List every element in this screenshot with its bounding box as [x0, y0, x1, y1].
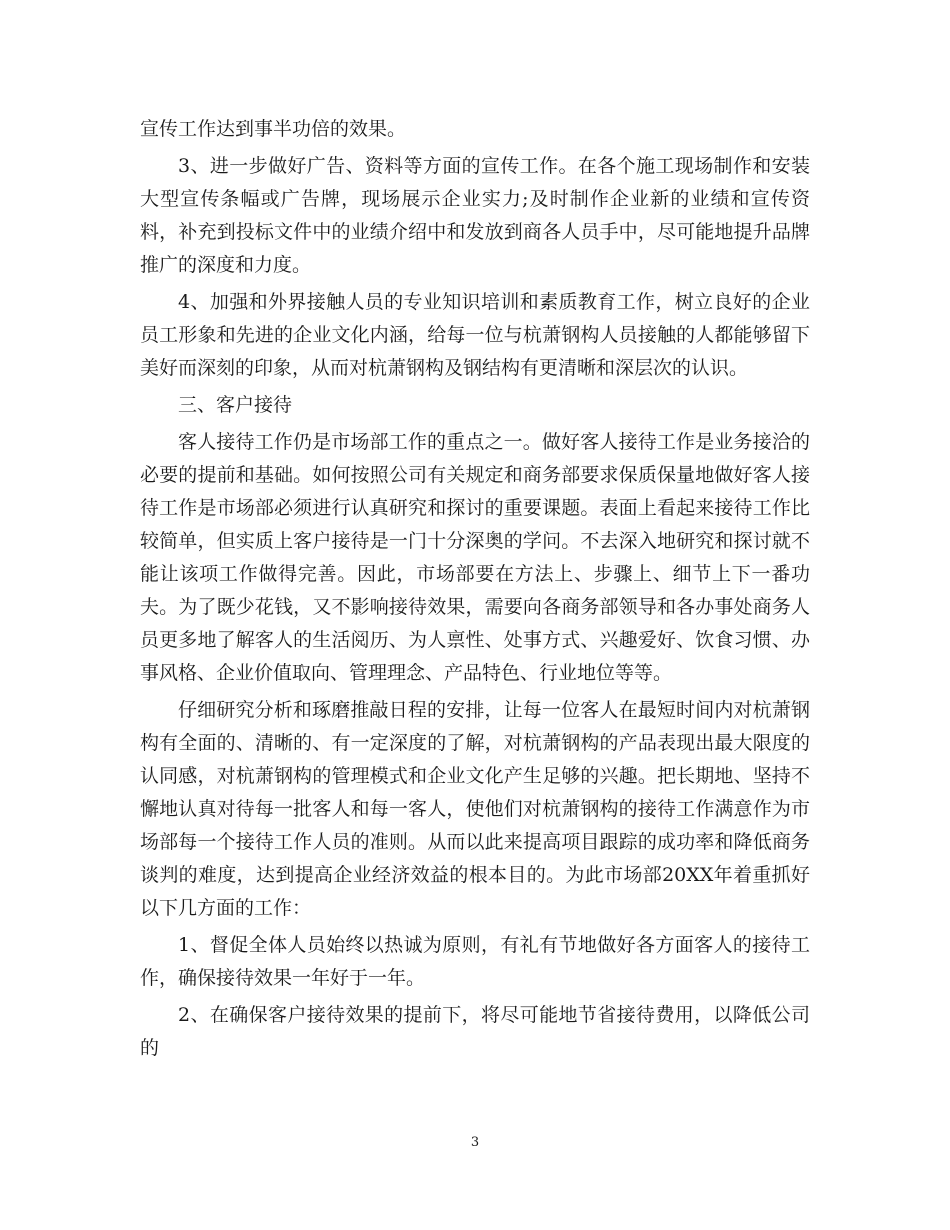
paragraph-item-2: 2、在确保客户接待效果的提前下，将尽可能地节省接待费用，以降低公司的 — [140, 1004, 810, 1059]
paragraph-reception-intro: 客人接待工作仍是市场部工作的重点之一。做好客人接待工作是业务接洽的必要的提前和基础。如何按照公司有关规定和商务部要求保质保量地做好客人接待工作是市场部必须进行认真研究和探讨的重要课题。表面上看起来接待工作比较简单，但实质上客户接待是一门十分深奥的学问。不去深入地研究和探讨就不能让该项工作做得完善。因此，市场部要在方法上、步骤上、细节上下一番功夫。为了既少花钱，又不影响接待效果，需要向各商务部领导和各办事处商务人员更多地了解客人的生活阅历、为人禀性、处事方式、兴趣爱好、饮食习惯、办事风格、企业价值取向、管理理念、产品特色、行业地位等等。 — [140, 431, 810, 684]
paragraph-reception-schedule: 仔细研究分析和琢磨推敲日程的安排，让每一位客人在最短时间内对杭萧钢构有全面的、清晰的、有一定深度的了解，对杭萧钢构的产品表现出最大限度的认同感，对杭萧钢构的管理模式和企业文化产生足够的兴趣。把长期地、坚持不懈地认真对待每一批客人和每一客人，使他们对杭萧钢构的接待工作满意作为市场部每一个接待工作人员的准则。从而以此来提高项目跟踪的成功率和降低商务谈判的难度，达到提高企业经济效益的根本目的。为此市场部20XX年着重抓好以下几方面的工作： — [140, 699, 810, 919]
page-number: 3 — [470, 1135, 480, 1150]
section-heading: 三、客户接待 — [178, 394, 293, 416]
paragraph-continuation: 宣传工作达到事半功倍的效果。 — [140, 118, 407, 140]
paragraph-item-4: 4、加强和外界接触人员的专业知识培训和素质教育工作，树立良好的企业员工形象和先进的企业文化内涵，给每一位与杭萧钢构人员接触的人都能够留下美好而深刻的印象，从而对杭萧钢构及钢结构有更清晰和深层次的认识。 — [140, 291, 810, 379]
paragraph-item-3: 3、进一步做好广告、资料等方面的宣传工作。在各个施工现场制作和安装大型宣传条幅或广告牌，现场展示企业实力;及时制作企业新的业绩和宣传资料，补充到投标文件中的业绩介绍中和发放到商各人员手中，尽可能地提升品牌推广的深度和力度。 — [140, 155, 810, 276]
paragraph-item-1: 1、督促全体人员始终以热诚为原则，有礼有节地做好各方面客人的接待工作，确保接待效果一年好于一年。 — [140, 934, 810, 989]
document-body — [140, 113, 810, 1069]
